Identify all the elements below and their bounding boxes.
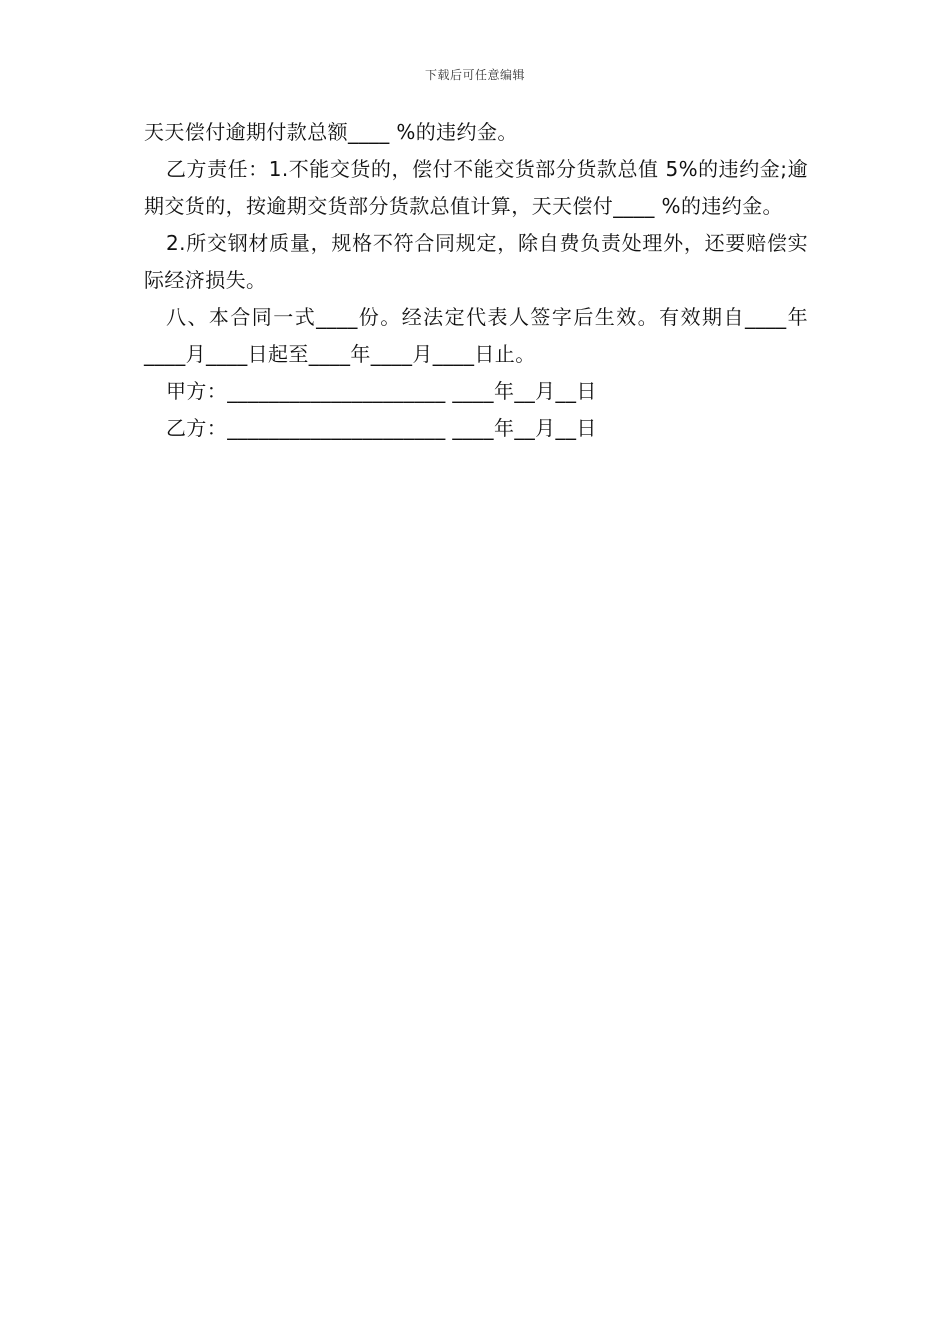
paragraph-party-b-responsibility: 乙方责任：1.不能交货的，偿付不能交货部分货款总值 5%的违约金;逾期交货的，按逾期交货部分货款总值计算，天天偿付____ %的违约金。 bbox=[144, 157, 808, 218]
paragraph-contract-validity: 八、本合同一式____份。经法定代表人签字后生效。有效期自____年____月____日起至____年____月____日止。 bbox=[144, 305, 808, 366]
signature-party-b: 乙方：_____________________ ____年__月__日 bbox=[166, 416, 597, 440]
page-header: 下载后可任意编辑 bbox=[424, 68, 525, 82]
paragraph-quality-clause: 2.所交钢材质量，规格不符合同规定，除自费负责处理外，还要赔偿实际经济损失。 bbox=[144, 231, 808, 292]
document-body bbox=[144, 114, 808, 447]
signature-party-a: 甲方：_____________________ ____年__月__日 bbox=[166, 379, 597, 403]
paragraph-late-payment-penalty: 天天偿付逾期付款总额____ %的违约金。 bbox=[144, 120, 518, 144]
